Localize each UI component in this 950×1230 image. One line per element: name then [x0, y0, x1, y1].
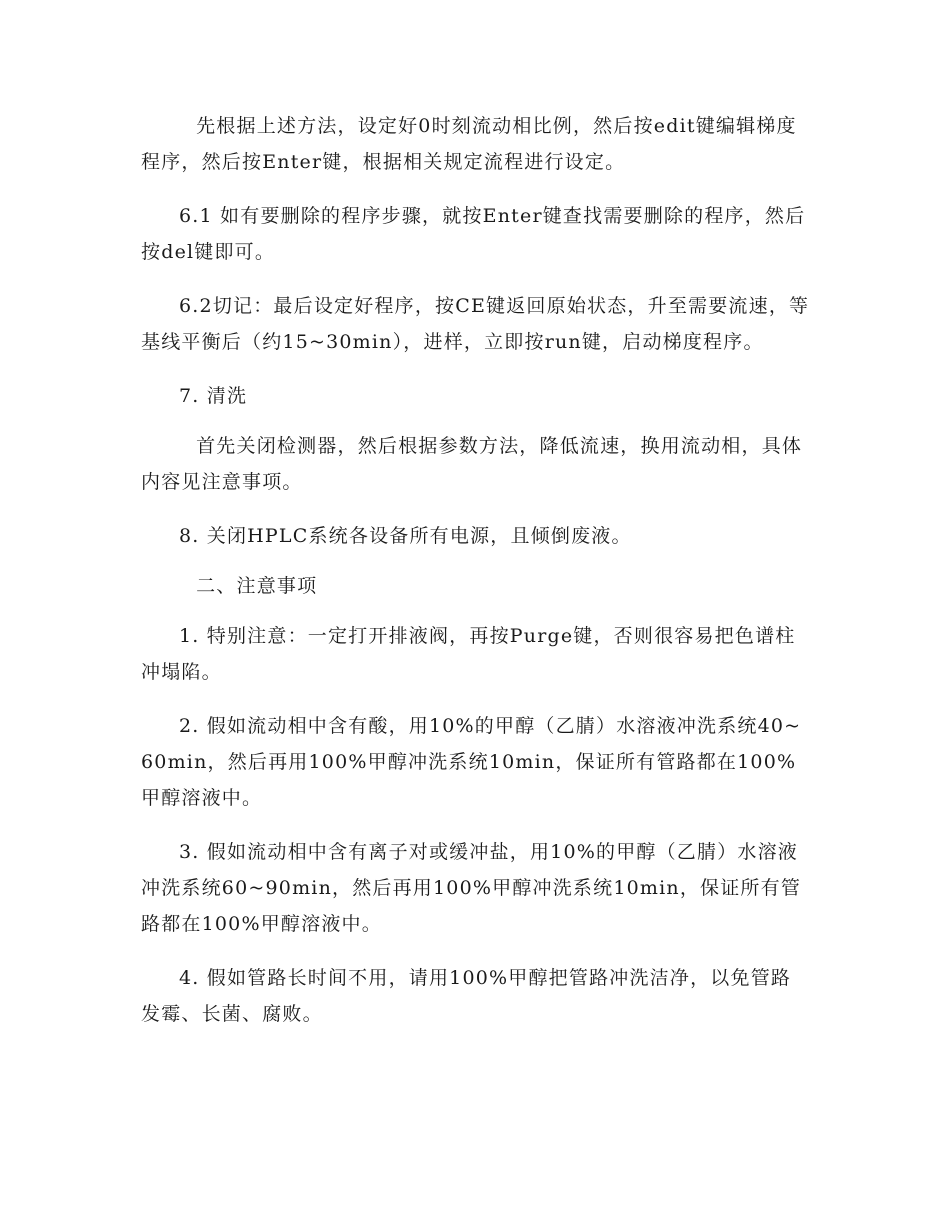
paragraph-6-1-delete-step: 6.1 如有要删除的程序步骤，就按Enter键查找需要删除的程序，然后按del键即可。	[141, 205, 806, 263]
paragraph-note-4: 4. 假如管路长时间不用，请用100%甲醇把管路冲洗洁净，以免管路发霉、长菌、腐败。	[141, 967, 792, 1025]
paragraph-note-3: 3. 假如流动相中含有离子对或缓冲盐，用10%的甲醇（乙腈）水溶液冲洗系统60~90min，然后再用100%甲醇冲洗系统10min，保证所有管路都在100%甲醇溶液中。	[141, 841, 802, 935]
paragraph-gradient-setup: 先根据上述方法，设定好0时刻流动相比例，然后按edit键编辑梯度程序，然后按Enter键，根据相关规定流程进行设定。	[141, 115, 797, 173]
paragraph-8-power-off: 8. 关闭HPLC系统各设备所有电源，且倾倒废液。	[179, 525, 632, 547]
paragraph-cleaning-detail: 首先关闭检测器，然后根据参数方法，降低流速，换用流动相，具体内容见注意事项。	[141, 435, 803, 493]
paragraph-note-2: 2. 假如流动相中含有酸，用10%的甲醇（乙腈）水溶液冲洗系统40~60min，然后再用100%甲醇冲洗系统10min，保证所有管路都在100%甲醇溶液中。	[141, 715, 802, 809]
heading-notes: 二、注意事项	[196, 575, 318, 597]
heading-7-cleaning: 7. 清洗	[179, 385, 248, 407]
paragraph-note-1: 1. 特别注意：一定打开排液阀，再按Purge键，否则很容易把色谱柱冲塌陷。	[141, 625, 796, 683]
document-body	[141, 108, 811, 1050]
paragraph-6-2-reminder: 6.2切记：最后设定好程序，按CE键返回原始状态，升至需要流速，等基线平衡后（约15~30min），进样，立即按run键，启动梯度程序。	[141, 295, 810, 353]
